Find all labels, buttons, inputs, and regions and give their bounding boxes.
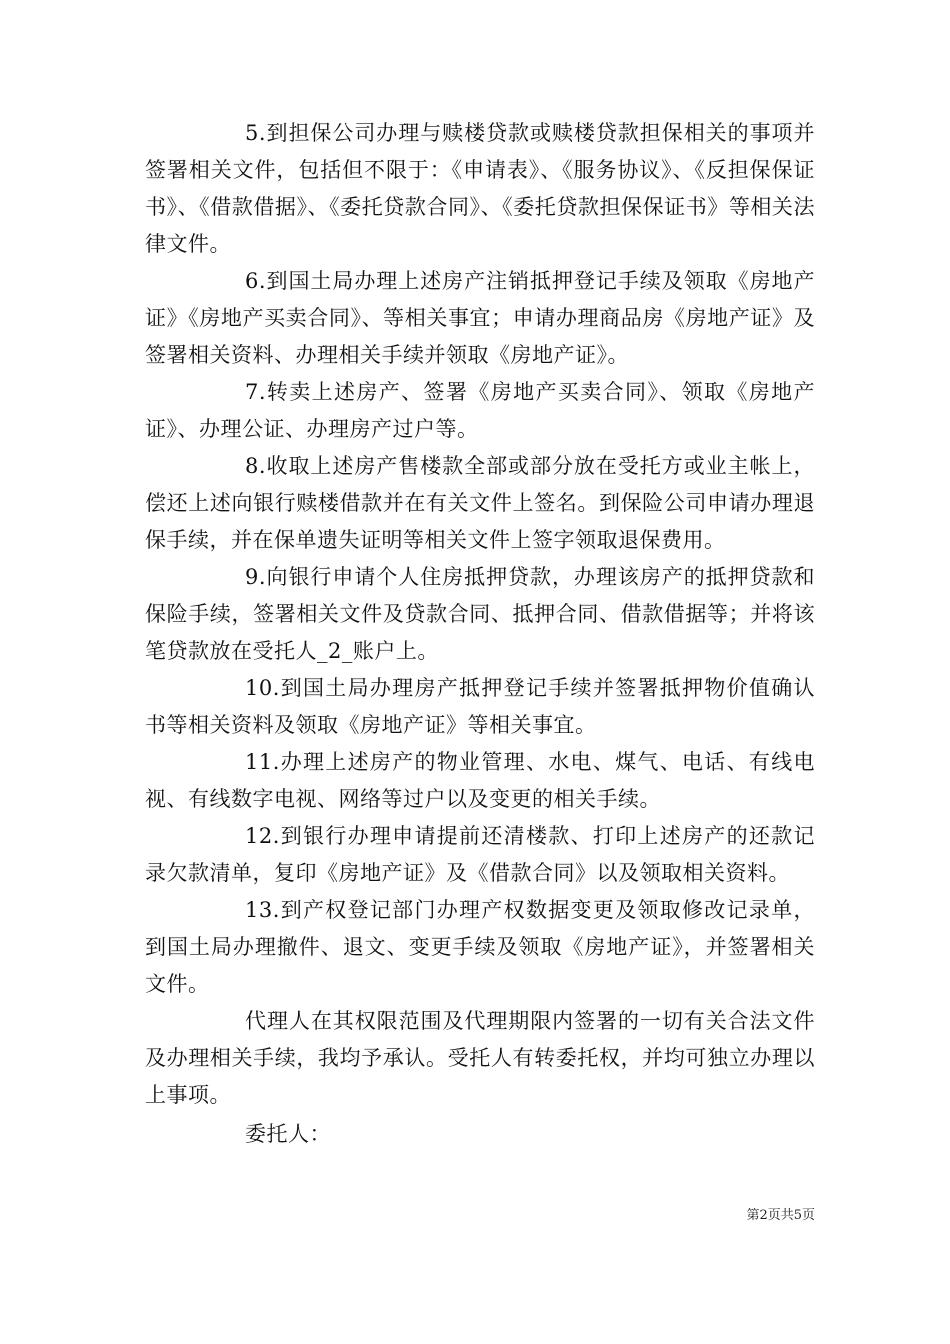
paragraph-item-9: 9.向银行申请个人住房抵押贷款，办理该房产的抵押贷款和保险手续，签署相关文件及贷款合同、抵押合同、借款借据等；并将该笔贷款放在受托人_2_账户上。 (145, 565, 815, 663)
paragraph-item-13: 13.到产权登记部门办理产权数据变更及领取修改记录单，到国土局办理撤件、退文、变更手续及领取《房地产证》，并签署相关文件。 (145, 898, 815, 996)
signer-label: 委托人： (245, 1122, 331, 1146)
paragraph-item-5: 5.到担保公司办理与赎楼贷款或赎楼贷款担保相关的事项并签署相关文件，包括但不限于：《申请表》、《服务协议》、《反担保保证书》、《借款借据》、《委托贷款合同》、《委托贷款担保保证书》等相关法律文件。 (145, 121, 815, 256)
document-body (145, 115, 815, 1153)
page-number: 第2页共5页 (746, 1208, 815, 1223)
paragraph-item-12: 12.到银行办理申请提前还清楼款、打印上述房产的还款记录欠款清单，复印《房地产证》及《借款合同》以及领取相关资料。 (145, 824, 815, 885)
paragraph-item-10: 10.到国土局办理房产抵押登记手续并签署抵押物价值确认书等相关资料及领取《房地产证》等相关事宜。 (145, 676, 815, 737)
paragraph-item-7: 7.转卖上述房产、签署《房地产买卖合同》、领取《房地产证》、办理公证、办理房产过户等。 (145, 380, 815, 441)
paragraph-item-8: 8.收取上述房产售楼款全部或部分放在受托方或业主帐上，偿还上述向银行赎楼借款并在有关文件上签名。到保险公司申请办理退保手续，并在保单遗失证明等相关文件上签字领取退保费用。 (145, 454, 815, 552)
paragraph-item-6: 6.到国土局办理上述房产注销抵押登记手续及领取《房地产证》《房地产买卖合同》、等相关事宜；申请办理商品房《房地产证》及签署相关资料、办理相关手续并领取《房地产证》。 (145, 269, 815, 367)
paragraph-item-11: 11.办理上述房产的物业管理、水电、煤气、电话、有线电视、有线数字电视、网络等过户以及变更的相关手续。 (145, 750, 815, 811)
paragraph-authorization-statement: 代理人在其权限范围及代理期限内签署的一切有关合法文件及办理相关手续，我均予承认。受托人有转委托权，并均可独立办理以上事项。 (145, 1009, 815, 1107)
